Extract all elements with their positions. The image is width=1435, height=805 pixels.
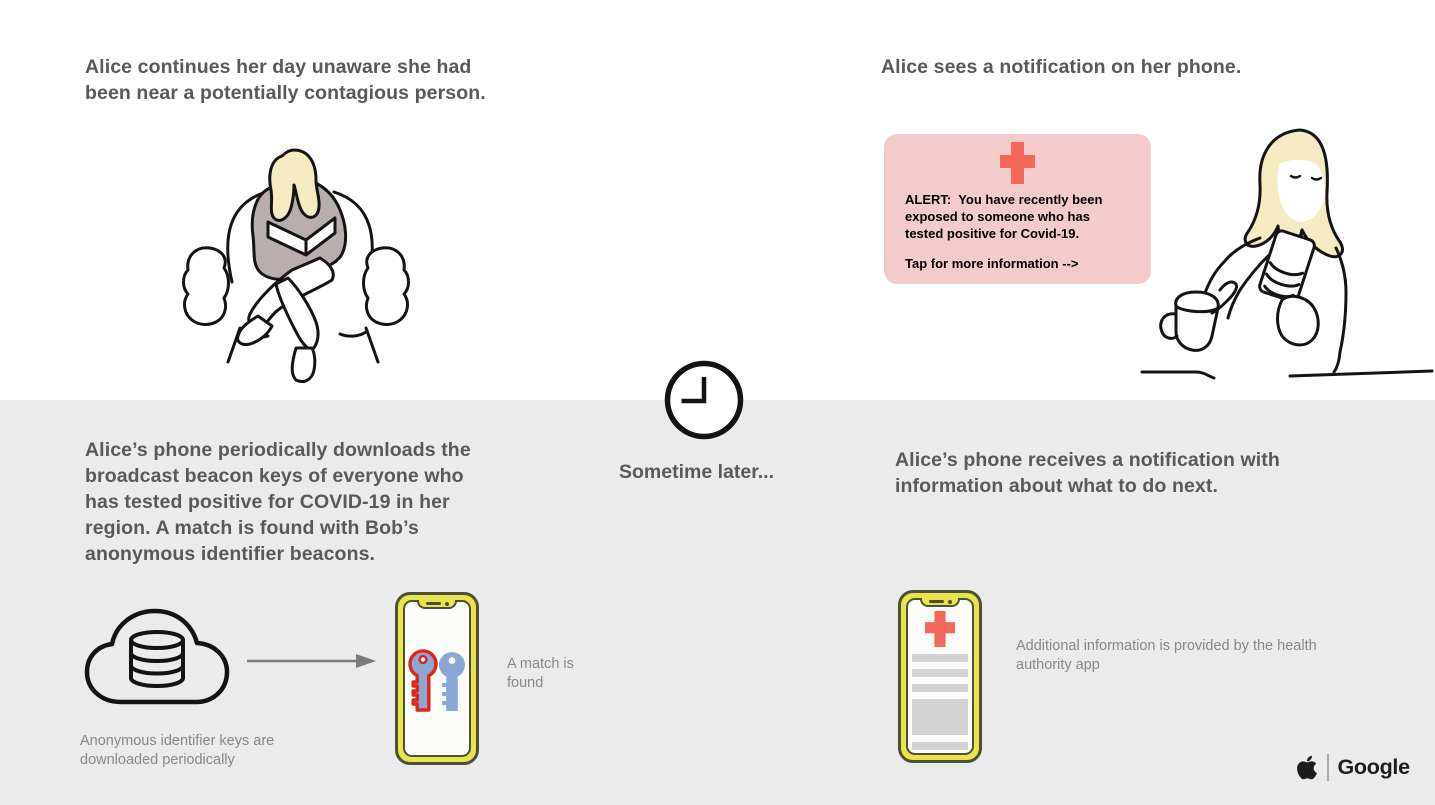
cloud-outline xyxy=(87,611,227,702)
mug xyxy=(1176,292,1219,350)
arrow-right-icon xyxy=(246,652,378,670)
key-matched-red-outline xyxy=(410,651,436,710)
woman-right-side xyxy=(1334,248,1346,372)
step-heading-unaware: Alice continues her day unaware she had been near a potentially contagious person. xyxy=(85,56,486,104)
alert-message: ALERT: You have recently been exposed to someone who has tested positive for Covid-19. xyxy=(905,192,1107,241)
table-line-right xyxy=(1290,371,1432,376)
step-heading-receive: Alice’s phone receives a notification with information about what to do next. xyxy=(895,449,1280,497)
interlude-label: Sometime later... xyxy=(619,461,774,483)
text-line-placeholder xyxy=(912,669,968,677)
woman-hand xyxy=(1278,296,1319,345)
clock-icon xyxy=(661,357,747,443)
phone-screen xyxy=(403,600,471,757)
phone-with-keys xyxy=(395,592,479,765)
speaker-icon xyxy=(929,600,944,604)
brand-footer xyxy=(1296,751,1410,783)
health-app-content xyxy=(912,611,968,750)
medical-cross-icon xyxy=(1000,142,1035,184)
logo-divider xyxy=(1327,754,1329,781)
health-app-caption: Additional information is provided by the health authority app xyxy=(1016,638,1317,673)
phone-alert-card xyxy=(884,134,1151,284)
chair-armrest-left xyxy=(184,248,229,325)
key-blue xyxy=(439,652,465,711)
matched-keys-icon xyxy=(406,648,470,718)
table-line-left xyxy=(1142,372,1214,378)
text-line-placeholder xyxy=(912,654,968,662)
phone-health-app xyxy=(898,590,982,763)
step-heading-notification: Alice sees a notification on her phone. xyxy=(881,56,1242,78)
database-cylinder xyxy=(131,632,183,686)
text-line-placeholder xyxy=(912,742,968,750)
person-reading-in-armchair-illustration xyxy=(170,130,470,400)
phone-notch xyxy=(920,598,960,607)
camera-icon xyxy=(948,600,952,604)
camera-icon xyxy=(445,602,449,606)
text-line-placeholder xyxy=(912,684,968,692)
speaker-icon xyxy=(426,602,441,606)
match-caption: A match is found xyxy=(507,656,574,691)
text-block-placeholder xyxy=(912,699,968,735)
chair-armrest-right xyxy=(364,248,409,325)
phone-notch xyxy=(417,600,457,609)
alert-cta: Tap for more information --> xyxy=(905,256,1079,271)
apple-logo xyxy=(1296,754,1318,781)
chair-leg-right xyxy=(366,328,378,362)
person-foot xyxy=(292,348,315,382)
cloud-database-icon xyxy=(76,598,238,722)
woman-with-phone-illustration xyxy=(1140,120,1435,400)
google-logo: Google xyxy=(1337,754,1410,779)
phone-screen xyxy=(906,598,974,755)
cloud-caption: Anonymous identifier keys are downloaded periodically xyxy=(80,733,275,768)
medical-cross-icon xyxy=(925,611,955,647)
step-heading-download: Alice’s phone periodically downloads the broadcast beacon keys of everyone who has tested positive for COVID-19 in her region. A match is found with Bob’s anonymous identifier beacons. xyxy=(85,439,471,565)
